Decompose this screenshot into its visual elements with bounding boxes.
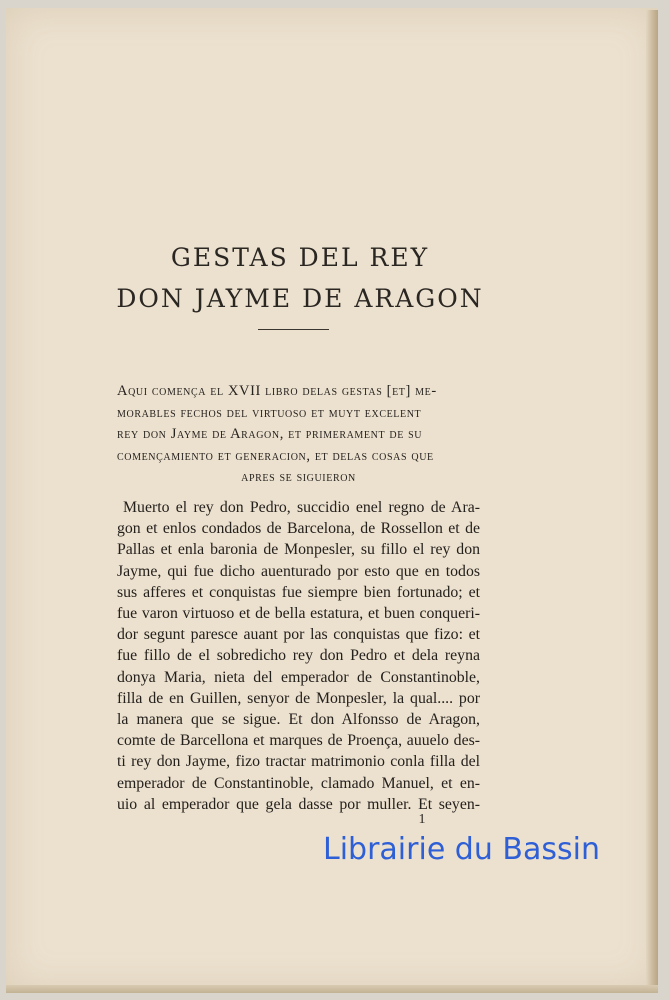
body-line: dor segunt paresce auant por las conquistas que fizo: et (117, 626, 480, 644)
body-line: gon et enlos condados de Barcelona, de Rossellon et de (117, 520, 480, 538)
heading-line: apres se siguieron (241, 469, 356, 485)
heading-line: Aqui començа el XVII libro delas gestas [et] me- (117, 383, 437, 399)
page-bottom-edge (6, 985, 658, 993)
body-line: Muerto el rey don Pedro, succidio enel regno de Ara- (123, 499, 480, 516)
body-line: sus afferes et conquistas fue siempre bien fortunado; et (117, 583, 480, 601)
body-line: fue varon virtuoso et de bella estatura, et buen conqueri- (117, 605, 480, 623)
heading-line: rey don Jayme de Aragon, et primerament de su (117, 426, 423, 442)
title-line-1: GESTAS DEL REY (170, 243, 430, 272)
body-line: Pallas et enla baronia de Monpesler, su fillo el rey don (117, 541, 480, 559)
body-text (117, 497, 480, 815)
title-divider (258, 329, 329, 330)
body-line: la manera que se sigue. Et don Alfonsso de Aragon, (117, 711, 480, 729)
heading-line: morables fechos del virtuoso et muyt excelent (117, 404, 422, 421)
body-line: fue fillo de el sobredicho rey don Pedro et dela reyna (117, 647, 480, 665)
body-line: comte de Barcellona et marques de Proença, auuelo des- (117, 732, 480, 750)
body-line: emperador de Constantinoble, clamado Manuel, et en- (117, 774, 480, 792)
heading-line: començamiento et generacion, et delas cosas que (117, 447, 434, 464)
title-line-2: DON JAYME DE ARAGON (116, 284, 484, 313)
chapter-heading (117, 381, 480, 489)
page-edge (646, 10, 658, 990)
body-line: ti rey don Jayme, fizo tractar matrimonio conla filla del (117, 753, 480, 771)
body-line: uio al emperador que gela dasse por muller. Et seyen- (117, 795, 480, 813)
watermark: Librairie du Bassin (323, 832, 600, 867)
body-line: donya Maria, nieta del emperador de Constantinoble, (117, 668, 480, 686)
page-number: 1 (418, 812, 426, 827)
body-line: filla de en Guillen, senyor de Monpesler, la qual.... por (117, 689, 480, 707)
body-line: Jayme, qui fue dicho auenturado por esto que en todos (117, 562, 480, 580)
